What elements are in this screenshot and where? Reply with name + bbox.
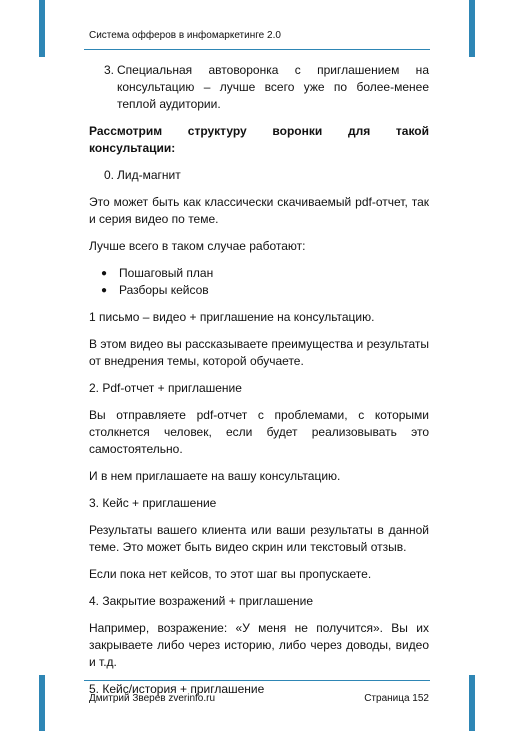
bullet-icon: ●	[100, 268, 108, 279]
page-number: Страница 152	[364, 693, 429, 704]
section-heading: Рассмотрим структуру воронки для такой консультации:	[89, 124, 429, 155]
step-heading: 5. Кейс/история + приглашение	[89, 682, 265, 696]
step-heading: 3. Кейс + приглашение	[89, 496, 217, 510]
paragraph: 1 письмо – видео + приглашение на консультацию.	[89, 310, 375, 324]
bullet-icon: ●	[100, 285, 108, 296]
list-item	[89, 265, 429, 282]
bullet-list	[89, 265, 429, 299]
bottom-right-bar	[469, 675, 475, 731]
paragraph: Если пока нет кейсов, то этот шаг вы пропускаете.	[89, 567, 372, 581]
paragraph: Результаты вашего клиента или ваши результаты в данной теме. Это может быть видео скрин или текстовый отзыв.	[89, 523, 429, 554]
footer-rule	[84, 680, 430, 681]
page-content	[89, 62, 429, 708]
running-header: Система офферов в инфомаркетинге 2.0	[89, 30, 281, 41]
paragraph: Это может быть как классически скачиваемый pdf-отчет, так и серия видео по теме.	[89, 195, 429, 226]
numbered-item-0	[89, 167, 429, 184]
top-left-bar	[39, 0, 45, 57]
list-text: Лид-магнит	[117, 168, 181, 182]
step-heading: 4. Закрытие возражений + приглашение	[89, 594, 314, 608]
list-number: 0.	[103, 168, 114, 182]
numbered-item-3	[89, 62, 429, 113]
paragraph: Вы отправляете pdf-отчет с проблемами, с которыми столкнется человек, если будет реализовывать это самостоятельно.	[89, 408, 429, 456]
list-text: Пошаговый план	[119, 266, 214, 280]
step-heading: 2. Pdf-отчет + приглашение	[89, 381, 242, 395]
list-number: 3.	[103, 63, 114, 77]
top-right-bar	[469, 0, 475, 57]
header-rule	[84, 49, 430, 50]
footer-author: Дмитрий Зверев zverinfo.ru	[89, 693, 216, 704]
paragraph: Лучше всего в таком случае работают:	[89, 239, 306, 253]
paragraph: Например, возражение: «У меня не получится». Вы их закрываете либо через историю, либо через доводы, видео и т.д.	[89, 621, 429, 669]
paragraph: И в нем приглашаете на вашу консультацию.	[89, 469, 341, 483]
list-item	[89, 282, 429, 299]
bottom-left-bar	[39, 675, 45, 731]
list-text: Специальная автоворонка с приглашением на консультацию – лучше всего уже по более-менее теплой аудитории.	[117, 63, 429, 111]
list-text: Разборы кейсов	[119, 283, 209, 297]
paragraph: В этом видео вы рассказываете преимущества и результаты от внедрения темы, которой обучаете.	[89, 337, 429, 368]
